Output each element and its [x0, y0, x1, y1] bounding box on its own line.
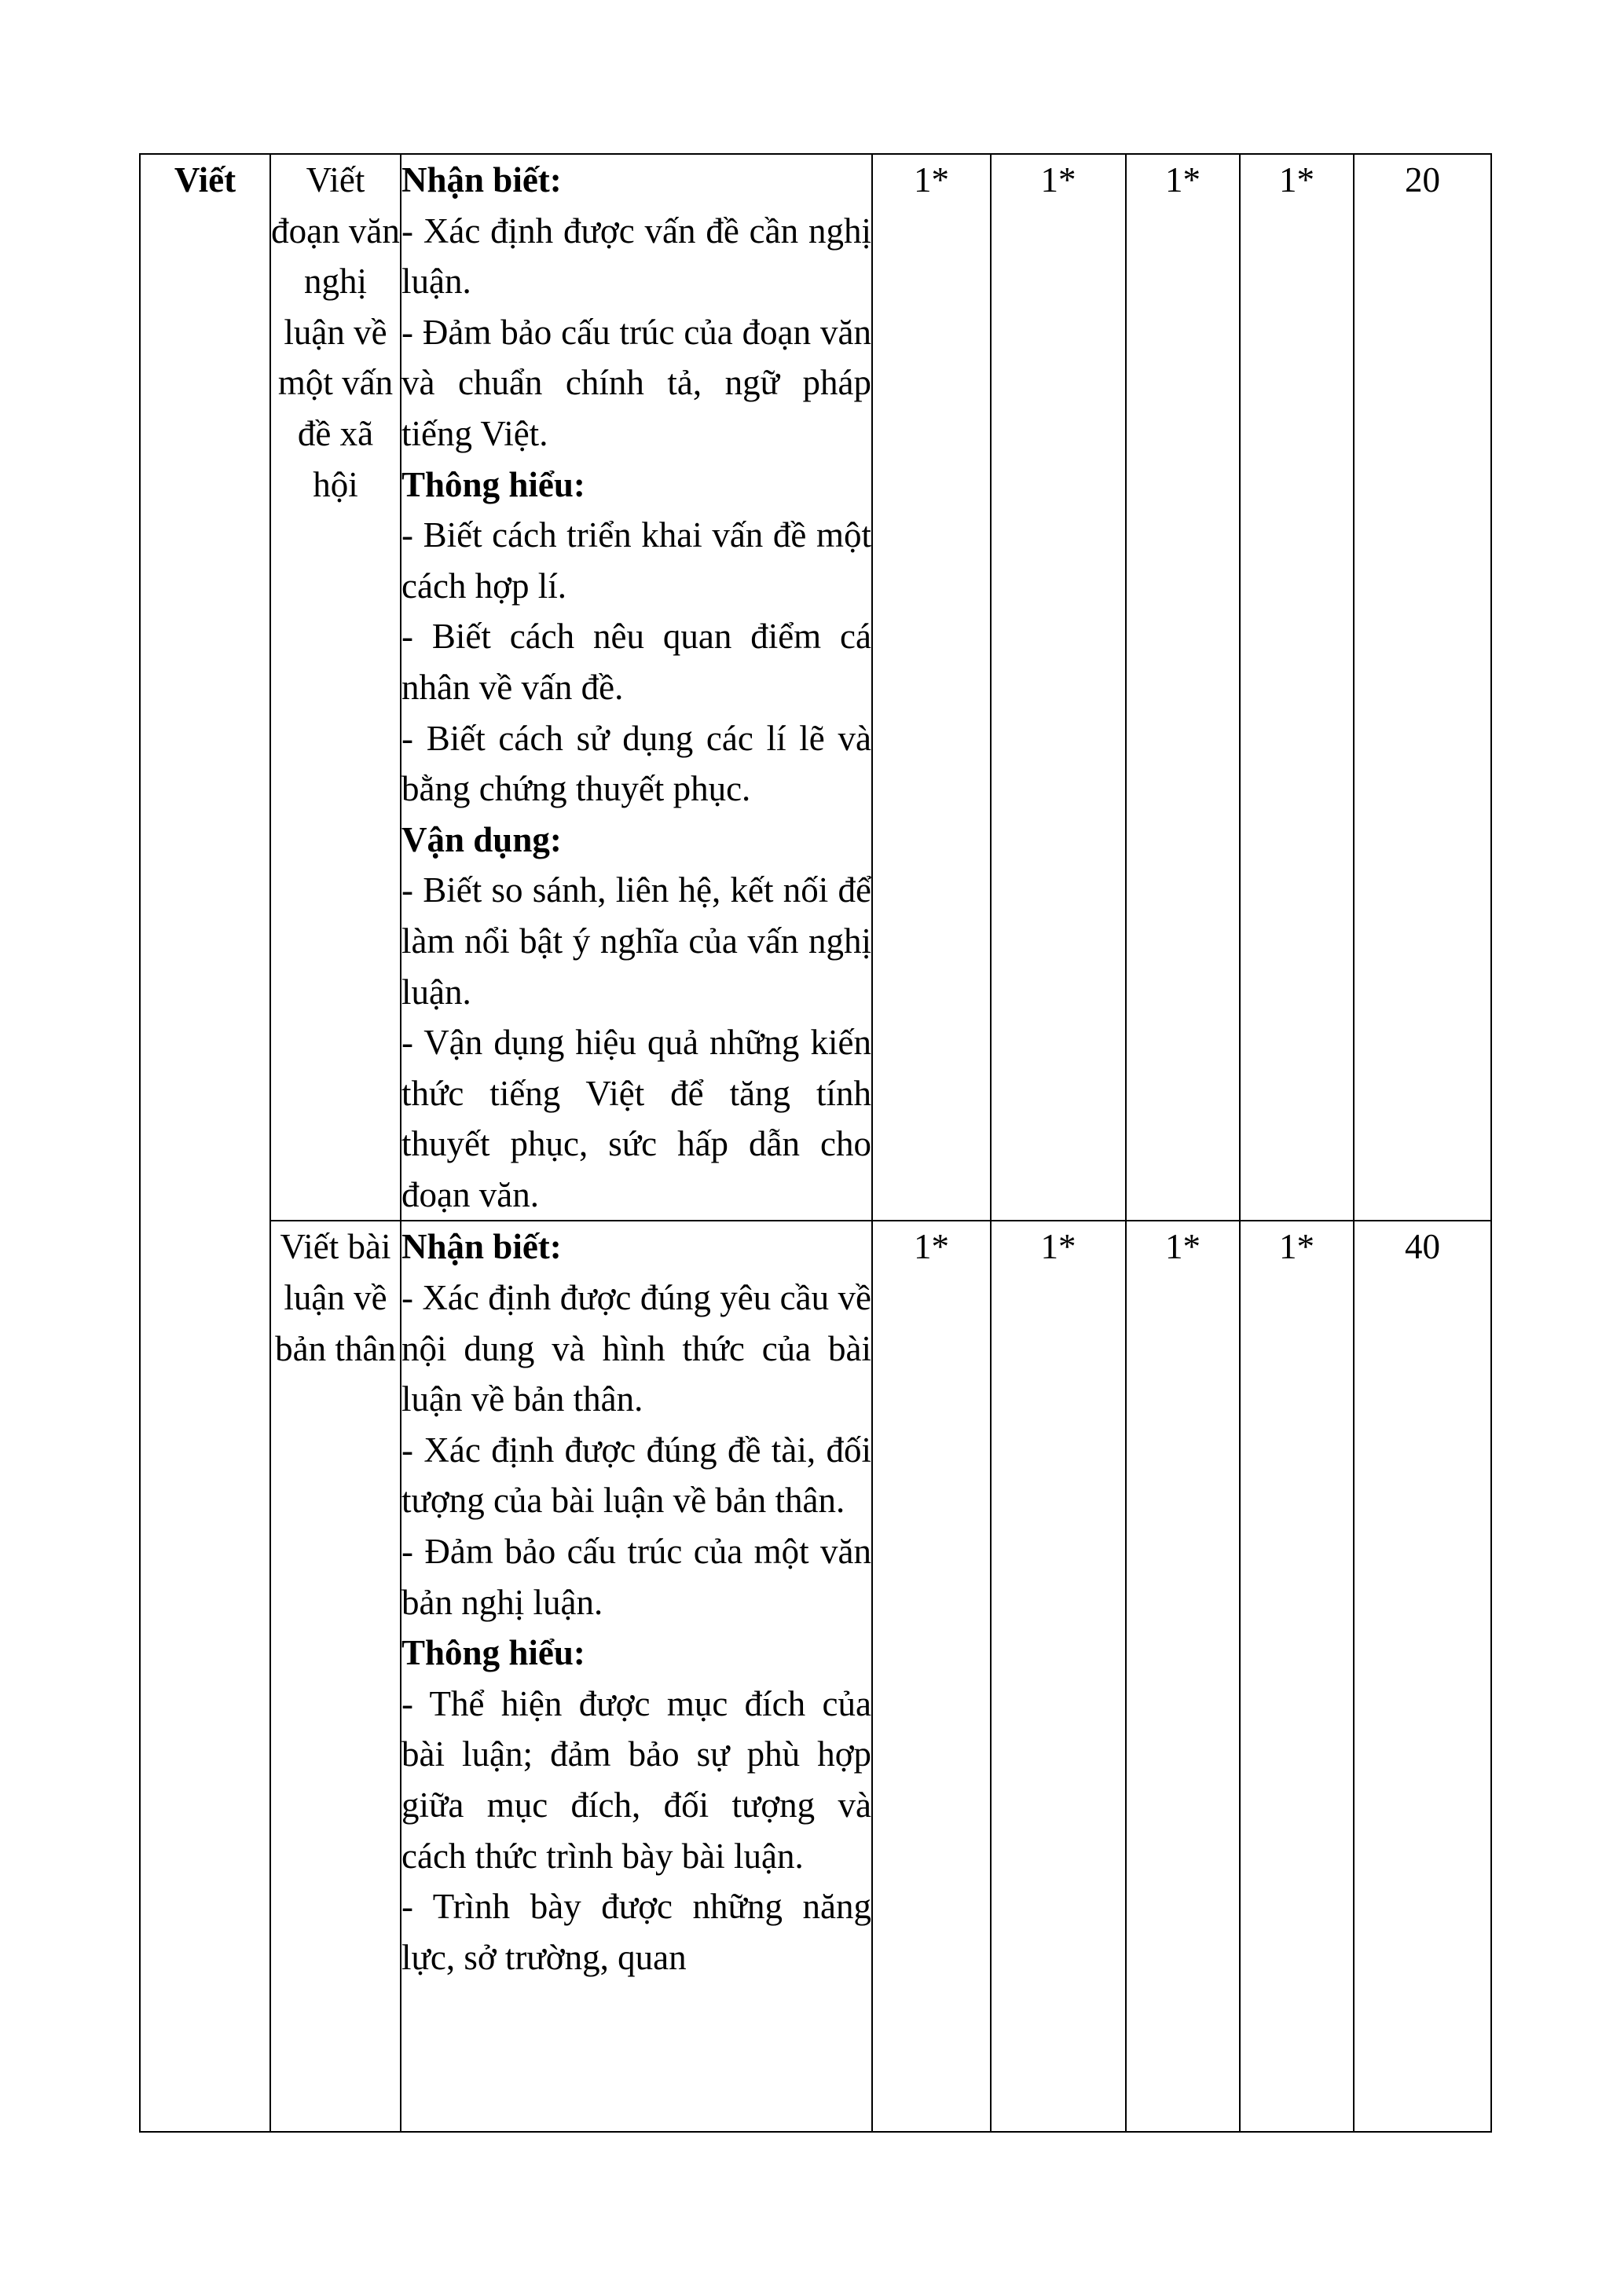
description-item: - Đảm bảo cấu trúc của đoạn văn và chuẩn chính tả, ngữ pháp tiếng Việt. [401, 312, 871, 453]
description-item: - Biết cách triển khai vấn đề một cách hợp lí. [401, 515, 871, 606]
description-item: - Biết so sánh, liên hệ, kết nối để làm nổi bật ý nghĩa của vấn nghị luận. [401, 870, 871, 1012]
count-cell [1126, 154, 1240, 1221]
skill-label: Viết [174, 160, 236, 200]
description-cell [401, 154, 872, 1221]
count-cell [1240, 1221, 1354, 2132]
count-value: 1* [1279, 160, 1314, 200]
description-item: - Biết cách sử dụng các lí lẽ và bằng chứng thuyết phục. [401, 718, 871, 809]
description-item: - Biết cách nêu quan điểm cá nhân về vấn đề. [401, 617, 871, 707]
count-value: 1* [1040, 1227, 1076, 1267]
count-value: 1* [1165, 160, 1201, 200]
description-item: - Trình bày được những năng lực, sở trường, quan [401, 1887, 871, 1977]
table-row [140, 1221, 1491, 2132]
count-cell [991, 1221, 1126, 2132]
total-value: 20 [1405, 160, 1440, 200]
count-cell [1126, 1221, 1240, 2132]
description-item: - Xác định được vấn đề cần nghị luận. [401, 211, 871, 302]
description-item: - Xác định được đúng đề tài, đối tượng của bài luận về bản thân. [401, 1430, 871, 1521]
count-value: 1* [914, 1227, 949, 1267]
section-heading: Thông hiểu: [401, 464, 585, 504]
table-row [140, 154, 1491, 1221]
description-item: - Xác định được đúng yêu cầu về nội dung và hình thức của bài luận về bản thân. [401, 1278, 871, 1419]
description-item: - Vận dụng hiệu quả những kiến thức tiếng Việt để tăng tính thuyết phục, sức hấp dẫn cho đoạn văn. [401, 1023, 871, 1214]
count-cell [872, 154, 991, 1221]
section-heading: Thông hiểu: [401, 1633, 585, 1673]
count-value: 1* [1279, 1227, 1314, 1267]
count-cell [991, 154, 1126, 1221]
section-heading: Nhận biết: [401, 1227, 562, 1267]
total-cell [1354, 1221, 1491, 2132]
count-cell [1240, 154, 1354, 1221]
section-heading: Vận dụng: [401, 819, 562, 859]
count-cell [872, 1221, 991, 2132]
matrix-table [139, 153, 1492, 2133]
section-heading: Nhận biết: [401, 160, 562, 200]
count-value: 1* [914, 160, 949, 200]
topic-label: Viết bài luận về bản thân [275, 1227, 396, 1368]
description-item: - Thể hiện được mục đích của bài luận; đảm bảo sự phù hợp giữa mục đích, đối tượng và cách thức trình bày bài luận. [401, 1683, 871, 1876]
description-item: - Đảm bảo cấu trúc của một văn bản nghị luận. [401, 1532, 871, 1622]
count-value: 1* [1040, 160, 1076, 200]
skill-cell [140, 154, 270, 2132]
topic-cell [270, 154, 401, 1221]
total-cell [1354, 154, 1491, 1221]
topic-cell [270, 1221, 401, 2132]
total-value: 40 [1405, 1227, 1440, 1267]
topic-label: Viết đoạn văn nghị luận về một vấn đề xã hội [271, 160, 400, 504]
count-value: 1* [1165, 1227, 1201, 1267]
description-cell [401, 1221, 872, 2132]
